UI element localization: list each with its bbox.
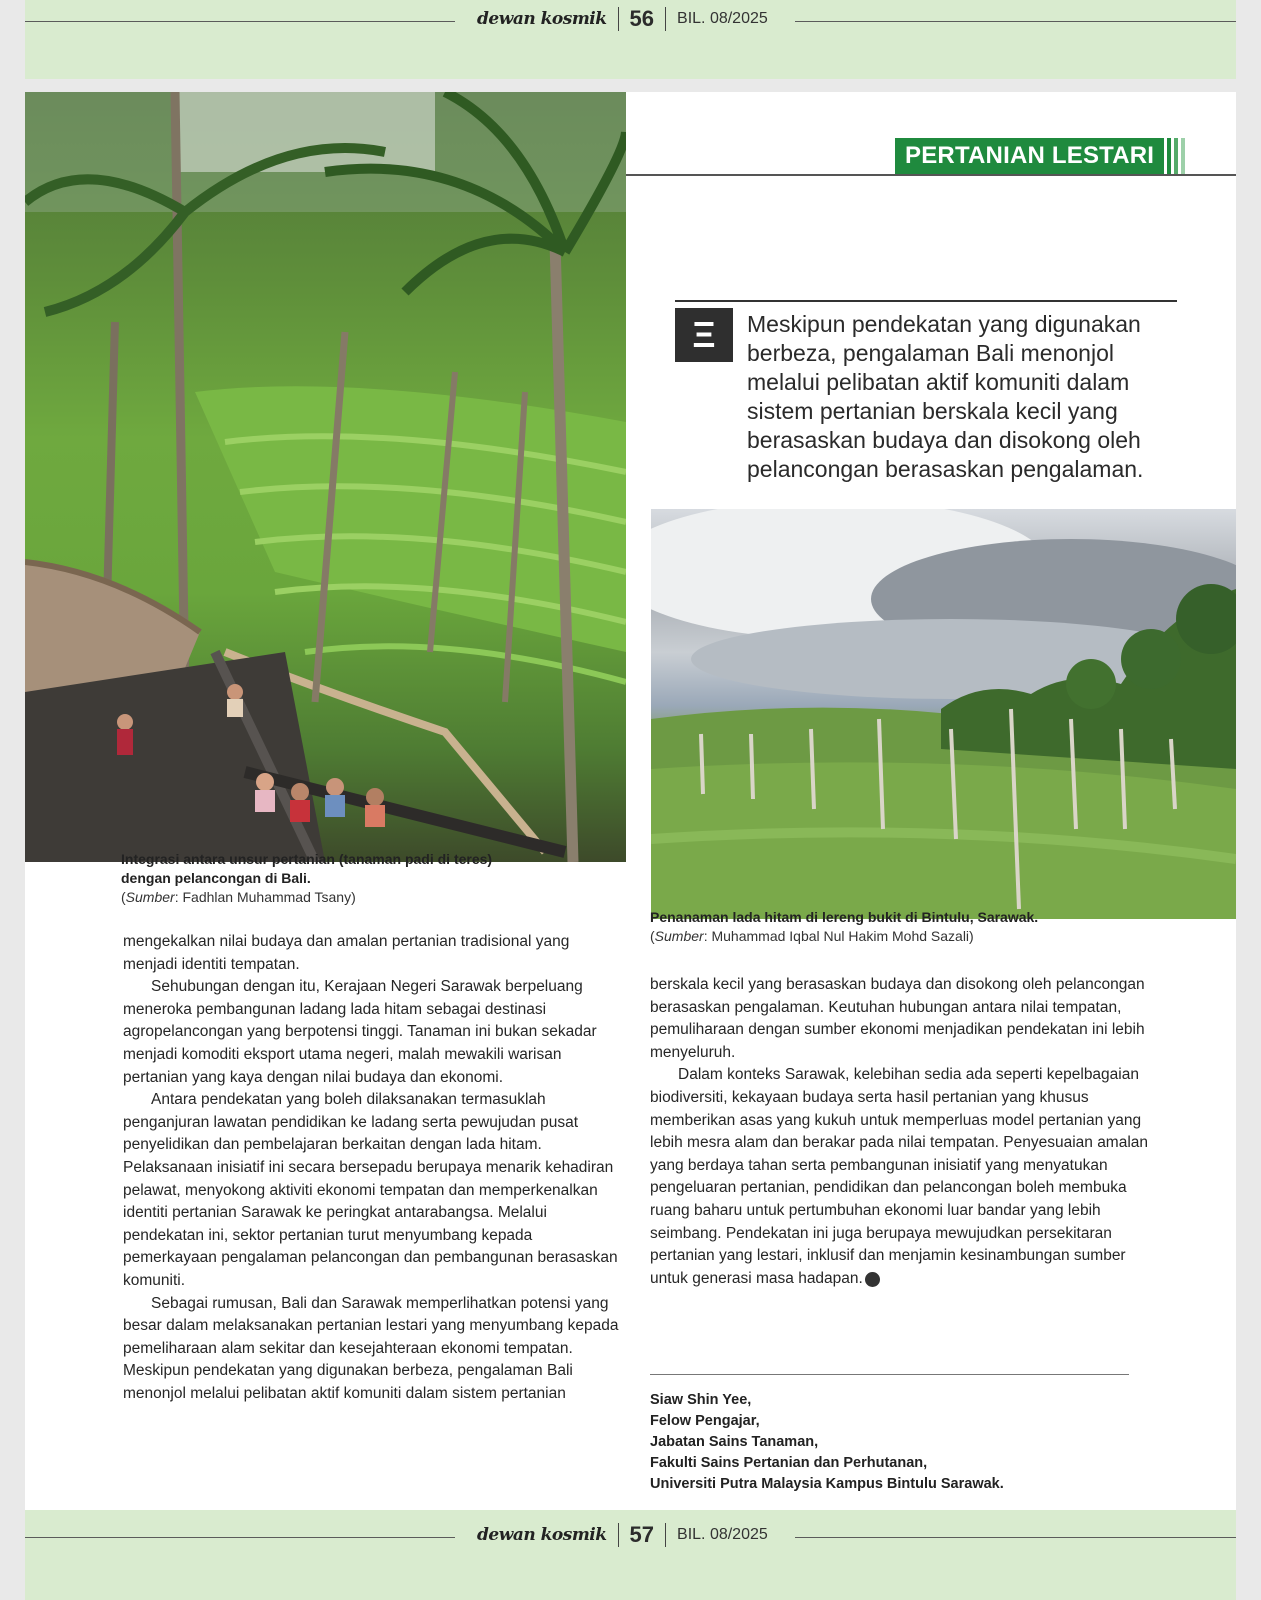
footer-band bbox=[25, 1510, 1236, 1600]
footer-page-number: 57 bbox=[629, 1522, 655, 1547]
caption-bali-source-label: Sumber bbox=[125, 889, 175, 905]
header-brand: dewan kosmik bbox=[477, 9, 607, 29]
author-faculty: Fakulti Sains Pertanian dan Perhutanan, bbox=[650, 1455, 928, 1471]
header-band bbox=[25, 0, 1236, 79]
body-column-1 bbox=[123, 931, 620, 1405]
caption-bali-source-name: : Fadhlan Muhammad Tsany) bbox=[174, 889, 356, 905]
author-signature bbox=[650, 1390, 1170, 1495]
end-mark-icon: DK bbox=[865, 1272, 880, 1287]
magazine-page bbox=[25, 92, 1236, 1510]
pull-quote-mark-glyph: Ξ bbox=[692, 314, 716, 355]
caption-sarawak-source-label: Sumber bbox=[654, 928, 704, 944]
body-paragraph: mengekalkan nilai budaya dan amalan pertanian tradisional yang menjadi identiti tempatan. bbox=[123, 933, 570, 973]
header-rule-left bbox=[25, 21, 455, 22]
body-column-2 bbox=[650, 974, 1150, 1290]
photo-sarawak-pepper-farm bbox=[651, 509, 1236, 919]
caption-bali bbox=[121, 850, 641, 907]
section-tag-stripe bbox=[1167, 138, 1171, 174]
photo-bali-rice-terraces bbox=[25, 92, 626, 862]
pull-quote-text: Meskipun pendekatan yang digunakan berbeza, pengalaman Bali menonjol melalui pelibatan aktif komuniti dalam sistem pertanian berskala kecil yang berasaskan budaya dan disokong oleh pelancongan berasaskan pengalaman. bbox=[747, 311, 1144, 482]
section-tag-stripe bbox=[1181, 138, 1185, 174]
caption-sarawak-source-name: : Muhammad Iqbal Nul Hakim Mohd Sazali) bbox=[703, 928, 974, 944]
body-paragraph-text: Dalam konteks Sarawak, kelebihan sedia ada seperti kepelbagaian biodiversiti, kekayaan budaya serta hasil pertanian yang khusus memberikan asas yang kukuh untuk memperluas model pertanian yang lebih mesra alam dan berakar pada nilai tempatan. Penyesuaian amalan yang berdaya tahan serta pembangunan inisiatif yang menyatukan pengeluaran pertanian, pendidikan dan pelancongan boleh membuka ruang baharu untuk pertumbuhan ekonomi luar bandar yang lebih seimbang. Pendekatan ini juga berupaya mewujudkan persekitaran pertanian yang lestari, inklusif dan menjamin kesinambungan sumber untuk generasi masa hadapan. bbox=[650, 1066, 1149, 1287]
author-university: Universiti Putra Malaysia Kampus Bintulu Sarawak. bbox=[650, 1476, 1004, 1492]
header-issue: BIL. 08/2025 bbox=[677, 10, 768, 27]
header-page-number: 56 bbox=[629, 6, 655, 31]
footer-rule-left bbox=[25, 1537, 455, 1538]
footer-brand: dewan kosmik bbox=[477, 1525, 607, 1545]
caption-sarawak bbox=[650, 908, 1235, 946]
body-paragraph bbox=[650, 1064, 1150, 1290]
author-name: Siaw Shin Yee, bbox=[650, 1392, 752, 1408]
header-divider bbox=[665, 7, 666, 31]
footer-issue: BIL. 08/2025 bbox=[677, 1526, 768, 1543]
footer-divider bbox=[665, 1523, 666, 1547]
header-divider bbox=[618, 7, 619, 31]
section-tag-stripe bbox=[1174, 138, 1178, 174]
body-paragraph: Sebagai rumusan, Bali dan Sarawak memperlihatkan potensi yang besar dalam melaksanakan pertanian lestari yang menyumbang kepada pemeliharaan alam sekitar dan kesejahteraan ekonomi tempatan. Meskipun pendekatan yang digunakan berbeza, pengalaman Bali menonjol melalui pelibatan aktif komuniti dalam sistem pertanian bbox=[123, 1294, 619, 1402]
section-tag-rule bbox=[626, 174, 1236, 176]
footer-masthead bbox=[477, 1522, 768, 1548]
caption-bali-line2: dengan pelancongan di Bali. bbox=[121, 870, 311, 886]
body-paragraph: berskala kecil yang berasaskan budaya dan disokong oleh pelancongan berasaskan pengalaman. Keutuhan hubungan antara nilai tempatan, pemuliharaan dengan sumber ekonomi menjadikan pendekatan ini lebih menyeluruh. bbox=[650, 976, 1145, 1061]
header-masthead bbox=[477, 6, 768, 32]
bali-illustration bbox=[25, 92, 626, 862]
pull-quote-mark bbox=[675, 308, 733, 362]
author-title: Felow Pengajar, bbox=[650, 1413, 760, 1429]
footer-rule-right bbox=[795, 1537, 1236, 1538]
pull-quote bbox=[675, 300, 1177, 482]
caption-bali-source: (Sumber: Fadhlan Muhammad Tsany) bbox=[121, 889, 356, 905]
header-rule-right bbox=[795, 21, 1236, 22]
caption-sarawak-source: (Sumber: Muhammad Iqbal Nul Hakim Mohd Sazali) bbox=[650, 928, 974, 944]
section-tag-label: PERTANIAN LESTARI bbox=[895, 138, 1164, 174]
caption-sarawak-text: Penanaman lada hitam di lereng bukit di Bintulu, Sarawak. bbox=[650, 909, 1039, 925]
caption-bali-line1: Integrasi antara unsur pertanian (tanaman padi di teres) bbox=[121, 851, 493, 867]
signature-rule bbox=[650, 1374, 1129, 1375]
section-tag bbox=[895, 138, 1185, 174]
body-paragraph: Sehubungan dengan itu, Kerajaan Negeri Sarawak berpeluang meneroka pembangunan ladang lada hitam sebagai destinasi agropelancongan yang berpotensi tinggi. Tanaman ini bukan sekadar menjadi komoditi eksport utama negeri, malah mewakili warisan pertanian yang kaya dengan nilai budaya dan ekonomi. bbox=[123, 978, 597, 1086]
body-paragraph: Antara pendekatan yang boleh dilaksanakan termasuklah penganjuran lawatan pendidikan ke ladang serta pewujudan pusat penyelidikan dan pembelajaran berkaitan dengan lada hitam. Pelaksanaan inisiatif ini secara bersepadu berupaya menarik kehadiran pelawat, menyokong aktiviti ekonomi tempatan dan memperkenalkan identiti pertanian Sarawak ke peringkat antarabangsa. Melalui pendekatan ini, sektor pertanian turut menyumbang kepada pemerkayaan pengalaman pelancongan dan pembangunan berasaskan komuniti. bbox=[123, 1091, 618, 1289]
author-department: Jabatan Sains Tanaman, bbox=[650, 1434, 819, 1450]
footer-divider bbox=[618, 1523, 619, 1547]
sarawak-illustration bbox=[651, 509, 1236, 919]
